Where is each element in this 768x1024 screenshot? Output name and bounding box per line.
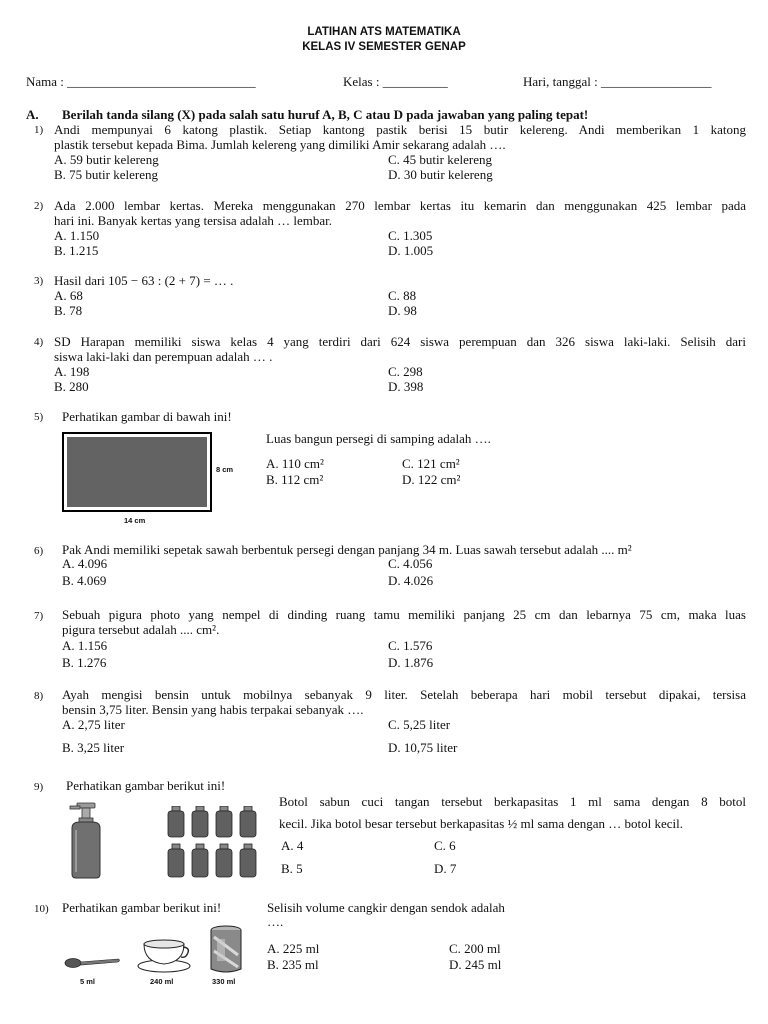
- option-a[interactable]: A. 198: [54, 364, 90, 379]
- option-d[interactable]: D. 10,75 liter: [388, 740, 458, 755]
- option-c[interactable]: C. 45 butir kelereng: [388, 152, 492, 167]
- option-d[interactable]: D. 4.026: [388, 573, 434, 588]
- question-number: 1): [34, 124, 44, 136]
- dimension-label-bottom: 14 cm: [124, 516, 146, 525]
- rectangle-figure: [62, 432, 212, 512]
- question-number: 8): [34, 690, 44, 702]
- section-letter: A.: [26, 107, 39, 122]
- option-a[interactable]: A. 2,75 liter: [62, 717, 125, 732]
- question-4-text-cont: siswa laki-laki dan perempuan adalah … .: [54, 349, 273, 364]
- option-d[interactable]: D. 30 butir kelereng: [388, 167, 493, 182]
- option-a[interactable]: A. 1.156: [62, 638, 108, 653]
- question-8-text-cont: bensin 3,75 liter. Bensin yang habis terpakai sebanyak ….: [62, 702, 364, 717]
- option-b[interactable]: B. 1.215: [54, 243, 99, 258]
- option-b[interactable]: B. 1.276: [62, 655, 107, 670]
- option-c[interactable]: C. 200 ml: [449, 941, 501, 956]
- option-b[interactable]: B. 78: [54, 303, 83, 318]
- nama-field[interactable]: Nama : _____________________________: [26, 74, 256, 89]
- option-b[interactable]: B. 4.069: [62, 573, 107, 588]
- option-b[interactable]: B. 112 cm²: [266, 472, 324, 487]
- option-c[interactable]: C. 5,25 liter: [388, 717, 451, 732]
- question-9-stem-cont: kecil. Jika botol besar tersebut berkapasitas ½ ml sama dengan … botol kecil.: [279, 816, 683, 831]
- question-number: 2): [34, 200, 44, 212]
- question-number: 5): [34, 411, 44, 423]
- option-a[interactable]: A. 225 ml: [267, 941, 320, 956]
- question-7-text-cont: pigura tersebut adalah .... cm².: [62, 622, 220, 637]
- option-d[interactable]: D. 398: [388, 379, 424, 394]
- question-3-text: Hasil dari 105 − 63 : (2 + 7) = … .: [54, 273, 234, 288]
- can-label: 330 ml: [212, 977, 236, 986]
- question-4-text: SD Harapan memiliki siswa kelas 4 yang terdiri dari 624 siswa perempuan dan 326 siswa laki-laki. Selisih dari: [54, 334, 746, 349]
- question-9-text: Perhatikan gambar berikut ini!: [66, 778, 226, 793]
- option-c[interactable]: C. 1.576: [388, 638, 433, 653]
- question-7-text: Sebuah pigura photo yang nempel di dinding ruang tamu memiliki panjang 25 cm dan lebarnya 75 cm, maka luas: [62, 607, 746, 622]
- option-d[interactable]: D. 245 ml: [449, 957, 502, 972]
- option-c[interactable]: C. 6: [434, 838, 456, 853]
- option-c[interactable]: C. 121 cm²: [402, 456, 460, 471]
- question-10-text: Perhatikan gambar berikut ini!: [62, 900, 222, 915]
- option-c[interactable]: C. 1.305: [388, 228, 433, 243]
- question-10-stem: Selisih volume cangkir dengan sendok adalah: [267, 900, 505, 915]
- question-10-stem-cont: ….: [267, 914, 284, 929]
- option-b[interactable]: B. 75 butir kelereng: [54, 167, 158, 182]
- option-c[interactable]: C. 88: [388, 288, 417, 303]
- option-d[interactable]: D. 98: [388, 303, 417, 318]
- spoon-label: 5 ml: [80, 977, 96, 986]
- hari-tanggal-field[interactable]: Hari, tanggal : _________________: [523, 74, 712, 89]
- question-2-text: Ada 2.000 lembar kertas. Mereka menggunakan 270 lembar kertas itu kemarin dan menggunakan 425 lembar pada: [54, 198, 746, 213]
- question-number: 3): [34, 275, 44, 287]
- question-number: 10): [34, 903, 49, 915]
- dimension-label-side: 8 cm: [216, 465, 234, 474]
- question-number: 6): [34, 545, 44, 557]
- option-d[interactable]: D. 7: [434, 861, 457, 876]
- question-2-text-cont: hari ini. Banyak kertas yang tersisa adalah … lembar.: [54, 213, 332, 228]
- option-a[interactable]: A. 68: [54, 288, 83, 303]
- page-title: LATIHAN ATS MATEMATIKA: [307, 26, 461, 38]
- can-icon: [208, 925, 244, 975]
- spoon-icon: [62, 955, 122, 971]
- question-5-text: Perhatikan gambar di bawah ini!: [62, 409, 232, 424]
- section-instruction: Berilah tanda silang (X) pada salah satu huruf A, B, C atau D pada jawaban yang paling tepat!: [62, 107, 589, 122]
- option-a[interactable]: A. 4: [281, 838, 304, 853]
- option-b[interactable]: B. 5: [281, 861, 303, 876]
- option-c[interactable]: C. 298: [388, 364, 423, 379]
- option-b[interactable]: B. 280: [54, 379, 89, 394]
- option-c[interactable]: C. 4.056: [388, 556, 433, 571]
- option-b[interactable]: B. 235 ml: [267, 957, 319, 972]
- question-8-text: Ayah mengisi bensin untuk mobilnya sebanyak 9 liter. Setelah beberapa hari mobil tersebut dipakai, tersisa: [62, 687, 746, 702]
- option-d[interactable]: D. 1.005: [388, 243, 434, 258]
- option-a[interactable]: A. 110 cm²: [266, 456, 324, 471]
- option-d[interactable]: D. 1.876: [388, 655, 434, 670]
- option-d[interactable]: D. 122 cm²: [402, 472, 461, 487]
- question-number: 4): [34, 336, 44, 348]
- page-subtitle: KELAS IV SEMESTER GENAP: [302, 41, 466, 53]
- kelas-field[interactable]: Kelas : __________: [343, 74, 448, 89]
- question-number: 7): [34, 610, 44, 622]
- cup-icon: [136, 938, 194, 974]
- small-bottles-icon: [166, 806, 262, 880]
- option-a[interactable]: A. 59 butir kelereng: [54, 152, 159, 167]
- question-6-text: Pak Andi memiliki sepetak sawah berbentuk persegi dengan panjang 34 m. Luas sawah tersebut adalah .... m²: [62, 542, 632, 557]
- option-a[interactable]: A. 4.096: [62, 556, 108, 571]
- option-b[interactable]: B. 3,25 liter: [62, 740, 125, 755]
- cup-label: 240 ml: [150, 977, 174, 986]
- question-5-stem: Luas bangun persegi di samping adalah ….: [266, 431, 491, 446]
- question-number: 9): [34, 781, 44, 793]
- option-a[interactable]: A. 1.150: [54, 228, 100, 243]
- question-9-stem: Botol sabun cuci tangan tersebut berkapasitas 1 ml sama dengan 8 botol: [279, 794, 746, 809]
- question-1-text-cont: plastik tersebut kepada Bima. Jumlah kelereng yang dimiliki Amir sekarang adalah ….: [54, 137, 506, 152]
- soap-bottle-icon: [66, 802, 106, 880]
- question-1-text: Andi mempunyai 6 katong plastik. Setiap kantong pastik berisi 15 butir kelereng. Andi memberikan 1 katong: [54, 122, 746, 137]
